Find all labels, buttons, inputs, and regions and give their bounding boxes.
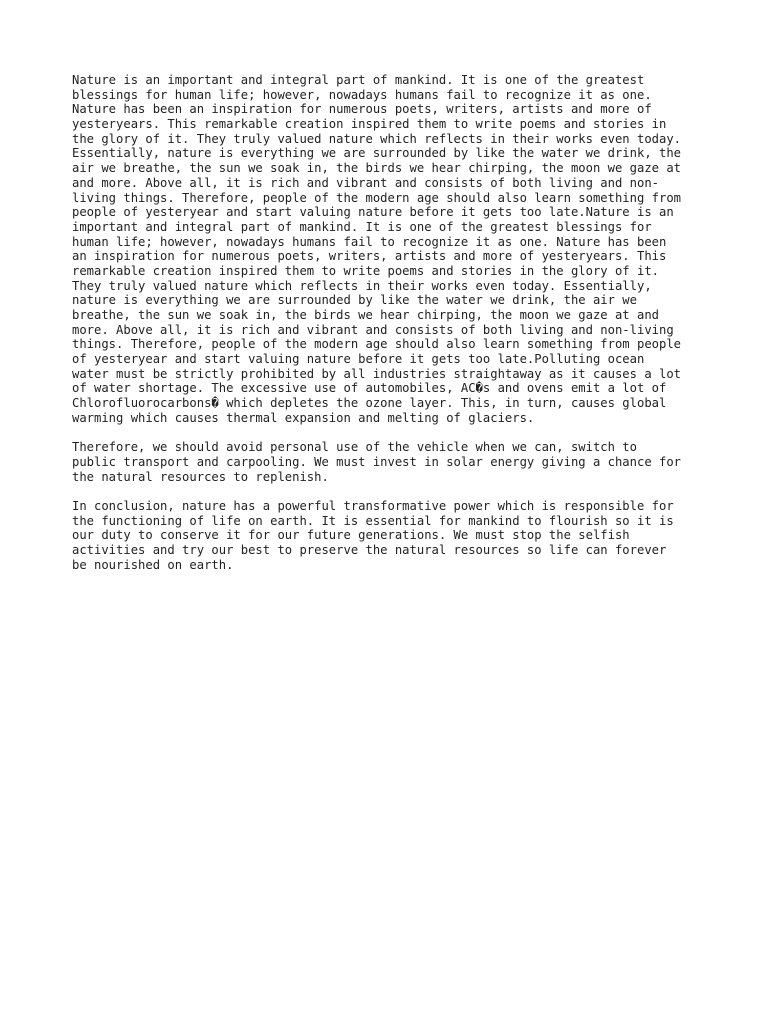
text-line: and more. Above all, it is rich and vibrant and consists of both living and non- <box>72 175 659 190</box>
paragraph-3 <box>72 499 712 572</box>
text-line: public transport and carpooling. We must invest in solar energy giving a chance for <box>72 454 682 469</box>
document-body <box>72 73 712 572</box>
text-line: of water shortage. The excessive use of automobiles, AC�s and ovens emit a lot of <box>72 381 667 396</box>
text-line: remarkable creation inspired them to write poems and stories in the glory of it. <box>72 263 659 278</box>
text-line: nature is everything we are surrounded by like the water we drink, the air we <box>72 293 637 308</box>
text-line: Essentially, nature is everything we are surrounded by like the water we drink, the <box>72 146 682 161</box>
paragraph-spacer <box>72 484 712 499</box>
text-line: blessings for human life; however, nowadays humans fail to recognize it as one. <box>72 87 652 102</box>
text-line: Chlorofluorocarbons� which depletes the ozone layer. This, in turn, causes global <box>72 396 667 411</box>
paragraph-2 <box>72 440 712 484</box>
text-line: our duty to conserve it for our future generations. We must stop the selfish <box>72 528 630 543</box>
text-line: an inspiration for numerous poets, writers, artists and more of yesteryears. This <box>72 249 667 264</box>
text-line: the glory of it. They truly valued nature which reflects in their works even today. <box>72 131 682 146</box>
text-line: Nature is an important and integral part of mankind. It is one of the greatest <box>72 73 645 87</box>
text-line: important and integral part of mankind. It is one of the greatest blessings for <box>72 219 652 234</box>
text-line: They truly valued nature which reflects in their works even today. Essentially, <box>72 278 652 293</box>
text-line: water must be strictly prohibited by all industries straightaway as it causes a lot <box>72 366 682 381</box>
text-line: air we breathe, the sun we soak in, the birds we hear chirping, the moon we gaze at <box>72 161 682 176</box>
text-line: activities and try our best to preserve the natural resources so life can forever <box>72 543 667 557</box>
text-line: be nourished on earth. <box>72 557 234 572</box>
text-line: Therefore, we should avoid personal use of the vehicle when we can, switch to <box>72 440 637 455</box>
text-line: the functioning of life on earth. It is essential for mankind to flourish so it is <box>72 513 674 528</box>
text-line: more. Above all, it is rich and vibrant and consists of both living and non-living <box>72 322 674 337</box>
text-line: things. Therefore, people of the modern age should also learn something from people <box>72 337 682 352</box>
paragraph-1 <box>72 73 712 426</box>
text-line: warming which causes thermal expansion and melting of glaciers. <box>72 410 535 425</box>
text-line: living things. Therefore, people of the modern age should also learn something from <box>72 190 682 205</box>
text-line: yesteryears. This remarkable creation inspired them to write poems and stories in <box>72 117 667 132</box>
text-line: Nature has been an inspiration for numerous poets, writers, artists and more of <box>72 102 652 117</box>
text-line: breathe, the sun we soak in, the birds we hear chirping, the moon we gaze at and <box>72 308 659 322</box>
text-line: human life; however, nowadays humans fail to recognize it as one. Nature has been <box>72 234 667 249</box>
text-line: of yesteryear and start valuing nature before it gets too late.Polluting ocean <box>72 352 645 367</box>
text-line: In conclusion, nature has a powerful transformative power which is responsible for <box>72 498 674 513</box>
paragraph-spacer <box>72 426 712 441</box>
text-line: people of yesteryear and start valuing nature before it gets too late.Nature is an <box>72 205 674 220</box>
text-line: the natural resources to replenish. <box>72 469 329 484</box>
